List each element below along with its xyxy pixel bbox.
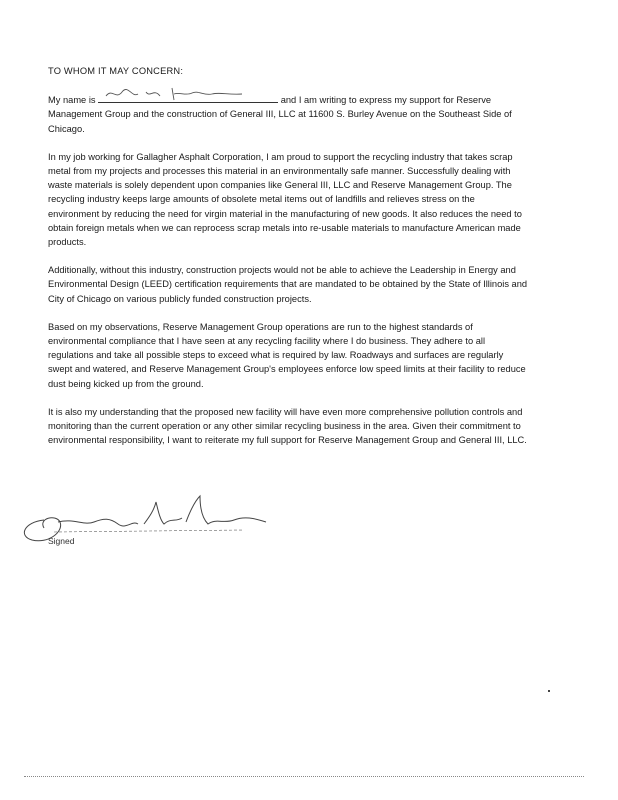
scan-artifact-line [24, 776, 584, 779]
intro-after-name: and I am writing to express my support for Reserve Management Group and the construction of General III, LLC at 11600 S. Burley Avenue on the Southeast Side of Chicago. [48, 95, 512, 134]
paragraph-job: In my job working for Gallagher Asphalt Corporation, I am proud to support the recycling industry that takes scrap metal from my projects and processes this material in an environmentally safe manner. Successfully dealing with waste materials is solely dependent upon companies like General III, LLC and Reserve Management Group. The recycling industry keeps large amounts of obsolete metal items out of landfills and relieves stress on the environment by reducing the need for virgin material in the manufacturing of new goods. It also reduces the need to obtain foreign metals when we can reprocess scrap metals into re-usable materials to manufacture American made products. [48, 151, 522, 248]
paragraph-leed: Additionally, without this industry, construction projects would not be able to achieve the Leadership in Energy and Environmental Design (LEED) certification requirements that are mandated to be obtained by the State of Illinois and City of Chicago on various publicly funded construction projects. [48, 265, 528, 304]
intro-before-name: My name is [48, 95, 96, 106]
paragraph-conclusion: It is also my understanding that the proposed new facility will have even more comprehensive pollution controls and monitoring than the current operation or any other similar recycling business in the area. Given their commitment to environmental responsibility, I want to reiterate my full support for Reserve Management Group and General III, LLC. [48, 406, 527, 446]
handwritten-name [98, 92, 278, 103]
salutation: TO WHOM IT MAY CONCERN: [48, 66, 184, 76]
paragraph-observations: Based on my observations, Reserve Management Group operations are run to the highest standards of environmental compliance that I have seen at any recycling facility where I do business. They adhere to all regulations and take all possible steps to exceed what is required by law. Roadways and surfaces are regularly swept and watered, and Reserve Management Group's employees enforce low speed limits at their facility to reduce dust being kicked up from the ground. [48, 321, 526, 389]
scan-speck [548, 690, 550, 692]
handwritten-name-scribble [102, 86, 272, 102]
signer-label: Signed [48, 536, 75, 546]
intro-paragraph [48, 92, 528, 136]
letter-body [48, 64, 528, 461]
